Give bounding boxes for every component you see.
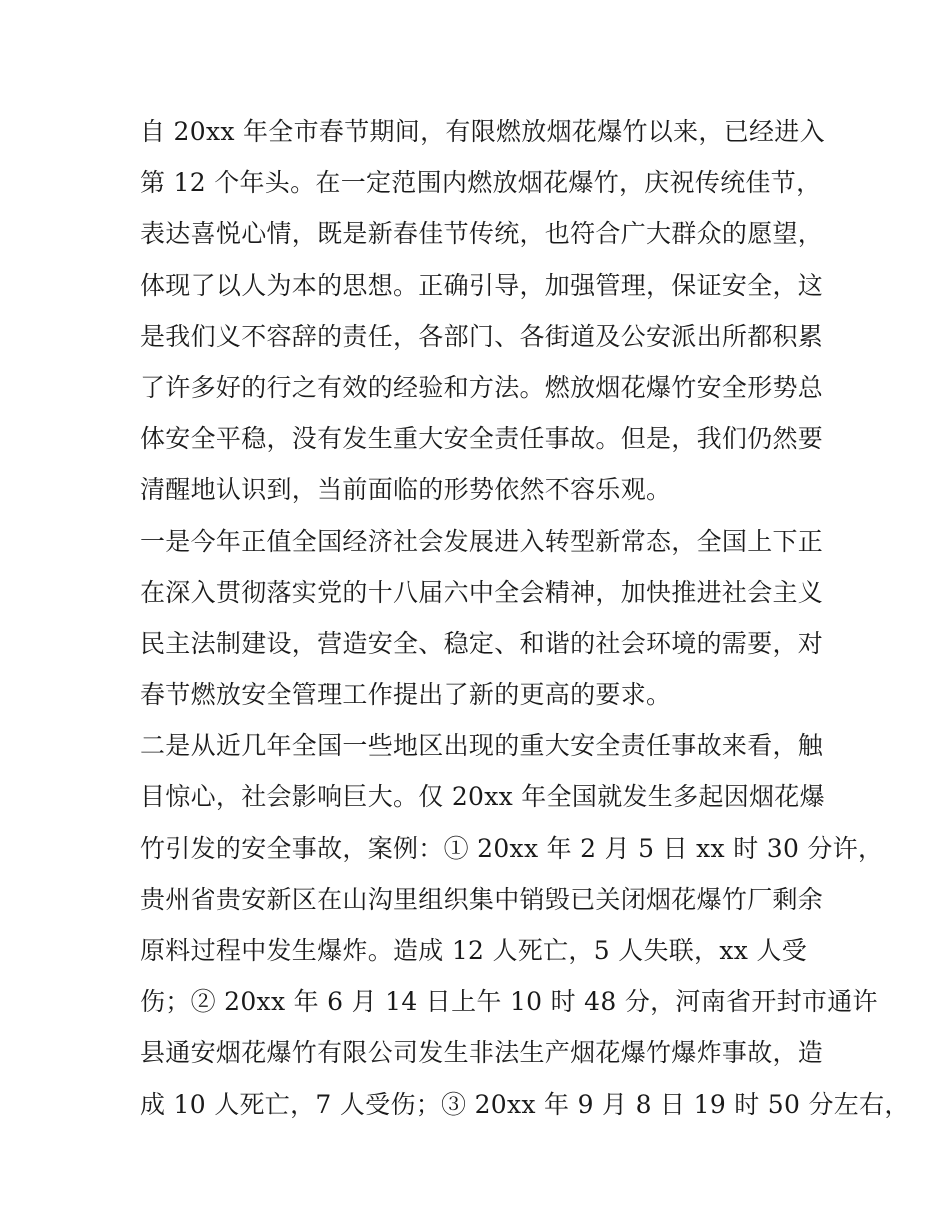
text-line: 目惊心，社会影响巨大。仅 20xx 年全国就发生多起因烟花爆: [140, 782, 825, 812]
text-line: 二是从近几年全国一些地区出现的重大安全责任事故来看，触: [140, 731, 824, 761]
text-line: 县通安烟花爆竹有限公司发生非法生产烟花爆竹爆炸事故，造: [140, 1038, 824, 1068]
text-line: 体现了以人为本的思想。正确引导，加强管理，保证安全，这: [140, 270, 824, 300]
text-line: 春节燃放安全管理工作提出了新的更高的要求。: [140, 680, 672, 710]
text-line: 了许多好的行之有效的经验和方法。燃放烟花爆竹安全形势总: [140, 372, 824, 402]
text-line: 竹引发的安全事故，案例：① 20xx 年 2 月 5 日 xx 时 30 分许，: [140, 833, 884, 863]
text-line: 民主法制建设，营造安全、稳定、和谐的社会环境的需要，对: [140, 628, 824, 658]
text-line: 是我们义不容辞的责任，各部门、各街道及公安派出所都积累: [140, 321, 824, 351]
text-line: 伤；② 20xx 年 6 月 14 日上午 10 时 48 分，河南省开封市通许: [140, 987, 878, 1017]
text-line: 在深入贯彻落实党的十八届六中全会精神，加快推进社会主义: [140, 577, 824, 607]
text-line: 自 20xx 年全市春节期间，有限燃放烟花爆竹以来，已经进入: [140, 117, 825, 146]
text-line: 第 12 个年头。在一定范围内燃放烟花爆竹，庆祝传统佳节，: [140, 168, 822, 198]
text-line: 成 10 人死亡，7 人受伤；③ 20xx 年 9 月 8 日 19 时 50 分左右，: [140, 1089, 910, 1119]
text-line: 清醒地认识到，当前面临的形势依然不容乐观。: [140, 475, 672, 505]
text-line: 表达喜悦心情，既是新春佳节传统，也符合广大群众的愿望，: [140, 219, 824, 249]
text-line: 一是今年正值全国经济社会发展进入转型新常态，全国上下正: [140, 526, 824, 556]
document-body: [140, 106, 910, 1130]
text-line: 贵州省贵安新区在山沟里组织集中销毁已关闭烟花爆竹厂剩余: [140, 884, 824, 914]
text-line: 体安全平稳，没有发生重大安全责任事故。但是，我们仍然要: [140, 424, 824, 454]
text-line: 原料过程中发生爆炸。造成 12 人死亡，5 人失联，xx 人受: [140, 936, 808, 965]
